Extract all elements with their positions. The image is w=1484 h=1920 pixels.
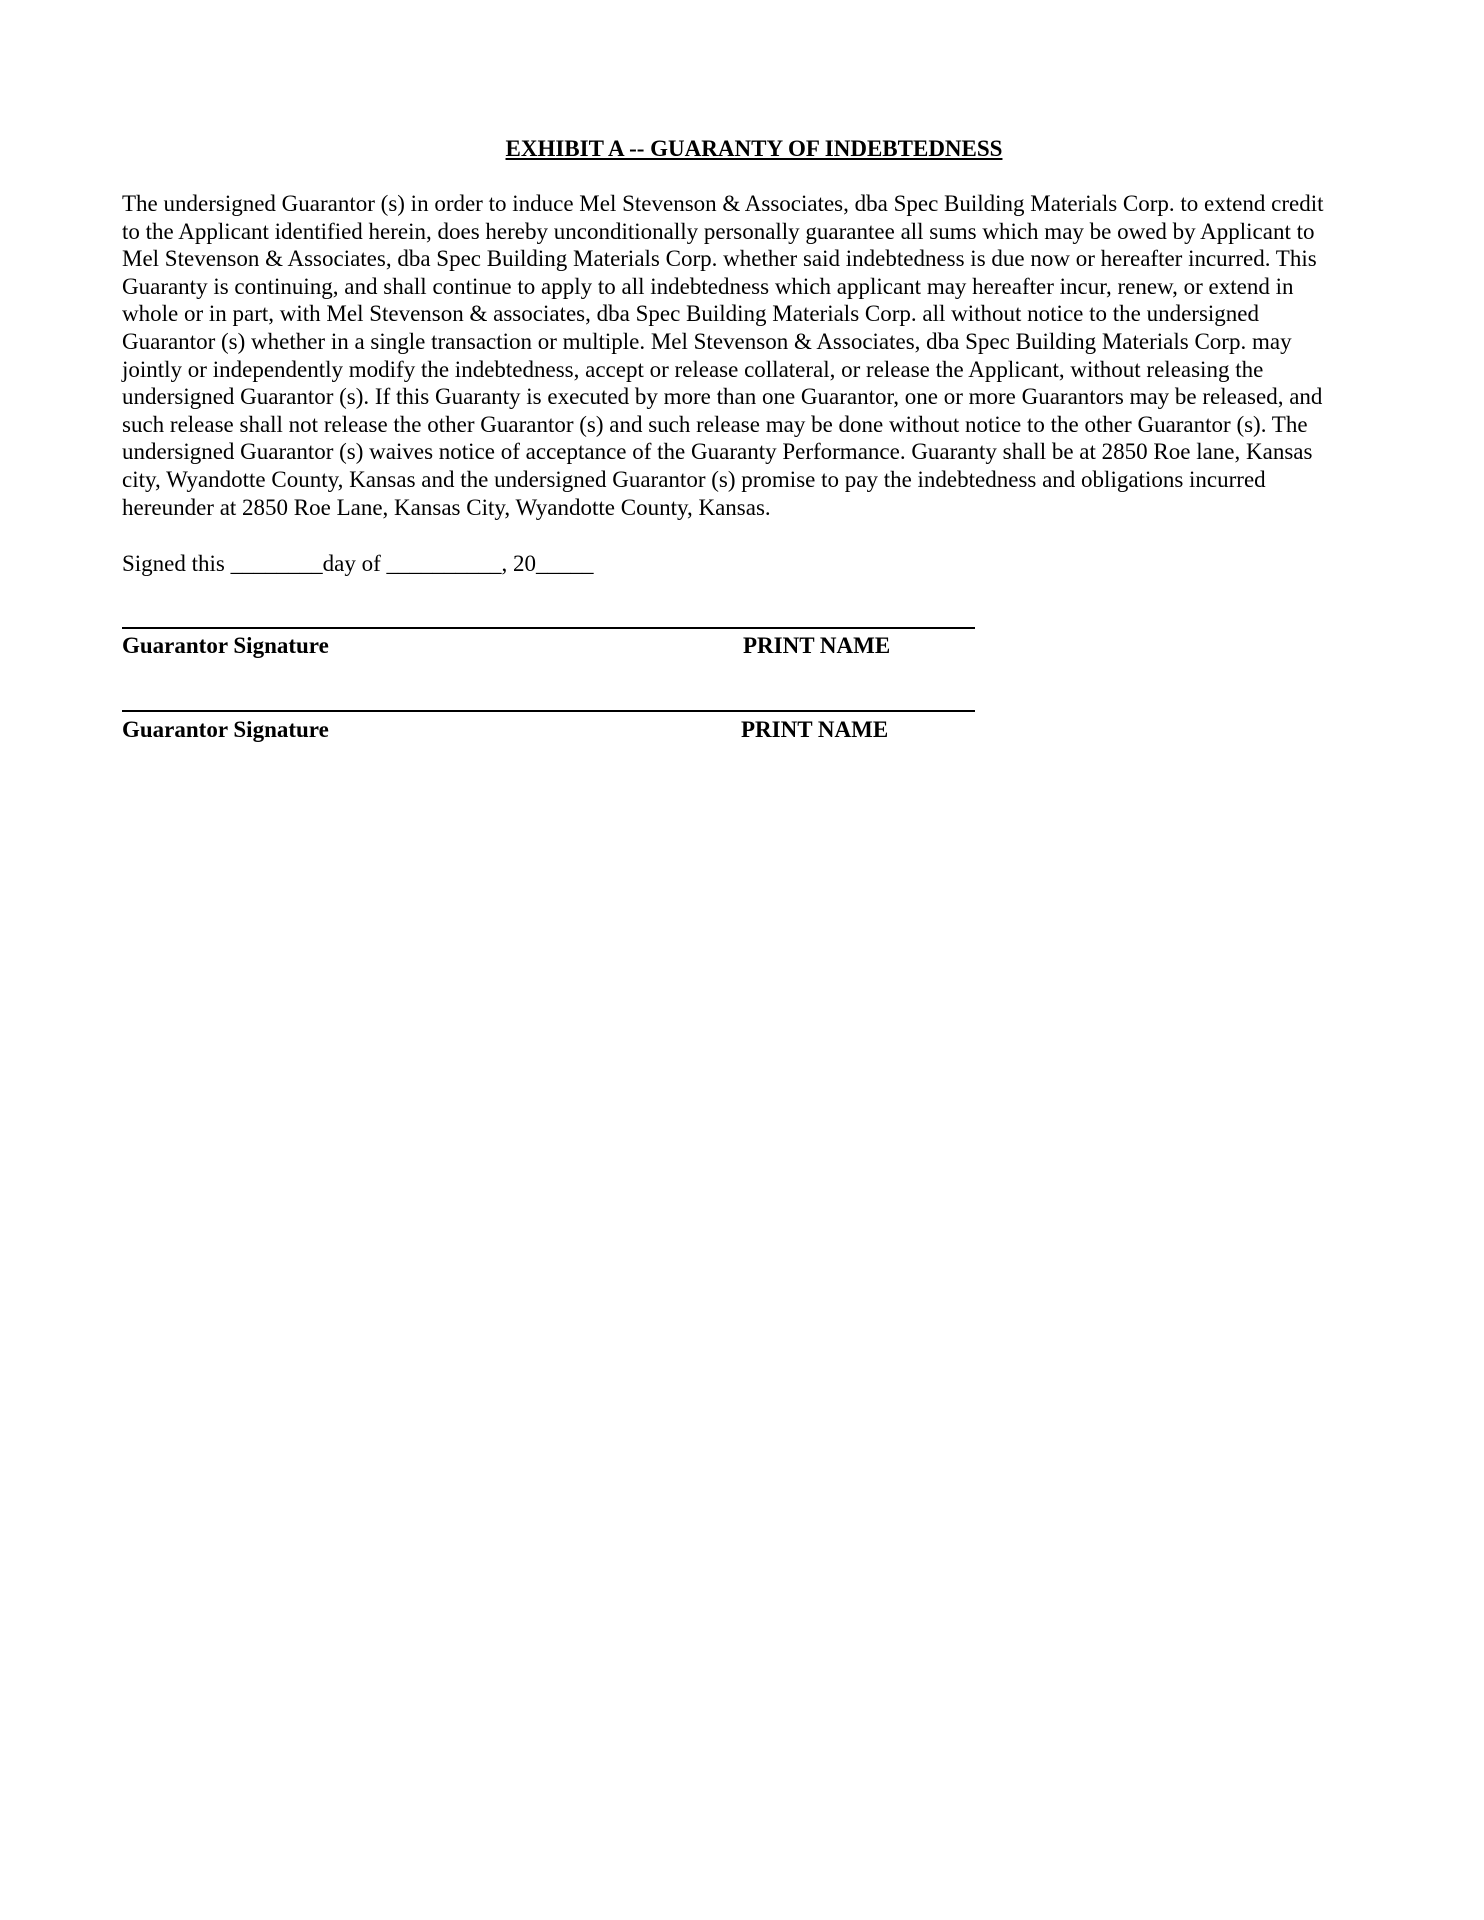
paragraph-line: to the Applicant identified herein, does hereby unconditionally personally guarantee all sums which may be owed by Applicant to — [122, 218, 1315, 244]
paragraph-line: undersigned Guarantor (s). If this Guaranty is executed by more than one Guarantor, one or more Guarantors may be released, and — [122, 384, 1323, 410]
paragraph-line: whole or in part, with Mel Stevenson & associates, dba Spec Building Materials Corp. all without notice to the undersigned — [122, 301, 1260, 327]
paragraph-line: such release shall not release the other Guarantor (s) and such release may be done without notice to the other Guarantor (s). The — [122, 411, 1308, 437]
paragraph-line: city, Wyandotte County, Kansas and the undersigned Guarantor (s) promise to pay the indebtedness and obligations incurred — [122, 466, 1266, 492]
paragraph-line: The undersigned Guarantor (s) in order to induce Mel Stevenson & Associates, dba Spec Building Materials Corp. to extend credit — [122, 191, 1324, 216]
paragraph-line: undersigned Guarantor (s) waives notice of acceptance of the Guaranty Performance. Guaranty shall be at 2850 Roe lane, Kansas — [122, 439, 1313, 465]
signed-date-line: Signed this ________day of __________, 20_____ — [122, 551, 594, 576]
paragraph-line: Guaranty is continuing, and shall continue to apply to all indebtedness which applicant may hereafter incur, renew, or extend in — [122, 273, 1294, 299]
guaranty-paragraph — [122, 190, 1323, 521]
paragraph-line: Mel Stevenson & Associates, dba Spec Building Materials Corp. whether said indebtedness is due now or hereafter incurred. This — [122, 246, 1317, 272]
print-name-label-1: PRINT NAME — [743, 633, 891, 658]
paragraph-line: hereunder at 2850 Roe Lane, Kansas City, Wyandotte County, Kansas. — [122, 494, 771, 520]
guarantor-signature-label-2: Guarantor Signature — [122, 717, 329, 742]
title-text: EXHIBIT A -- GUARANTY OF INDEBTEDNESS — [505, 136, 1003, 161]
signature-line-2 — [122, 710, 975, 712]
guarantor-signature-label-1: Guarantor Signature — [122, 633, 329, 658]
paragraph-line: Guarantor (s) whether in a single transaction or multiple. Mel Stevenson & Associates, dba Spec Building Materials Corp. may — [122, 328, 1292, 354]
document-title — [0, 136, 1484, 162]
print-name-label-2: PRINT NAME — [741, 717, 889, 742]
signature-line-1 — [122, 627, 975, 629]
paragraph-line: jointly or independently modify the indebtedness, accept or release collateral, or release the Applicant, without releasing the — [122, 356, 1264, 382]
